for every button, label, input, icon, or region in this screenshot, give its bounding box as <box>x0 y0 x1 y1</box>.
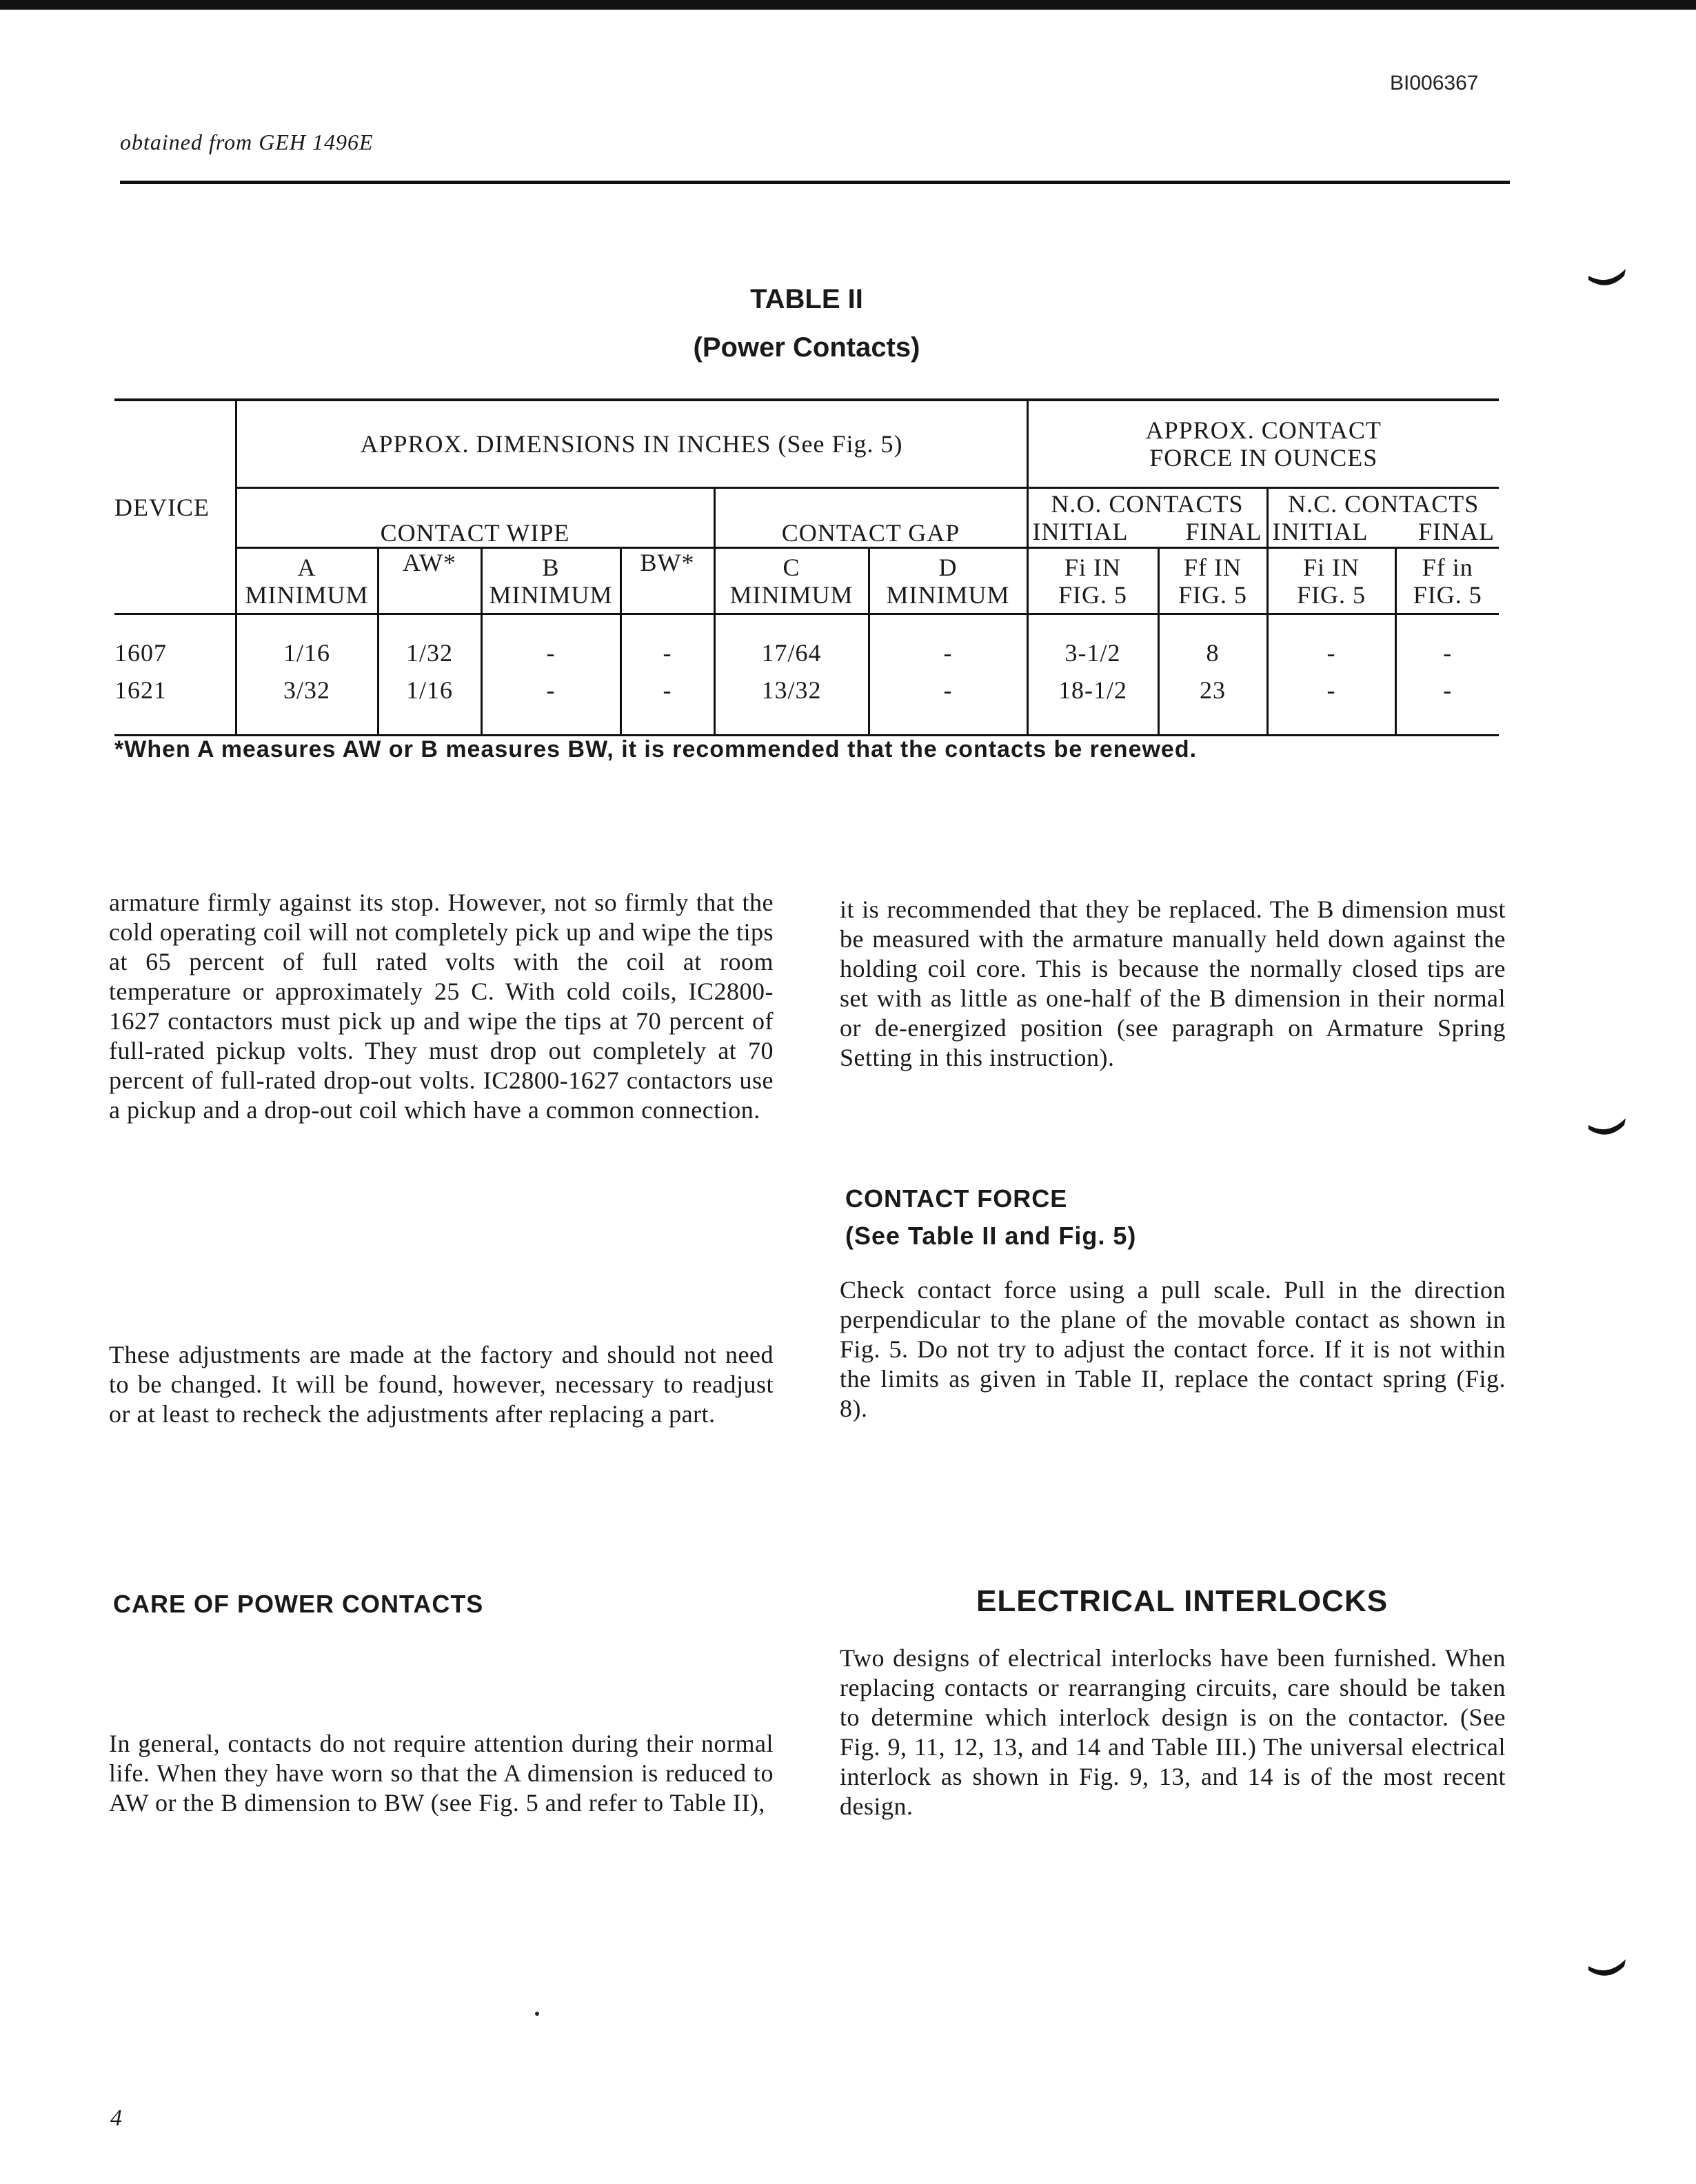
fi-no-label: Fi IN <box>1064 553 1121 581</box>
row2-no-final: 23 <box>1158 667 1267 736</box>
stray-dot-mark <box>535 2012 539 2016</box>
row1-c: 17/64 <box>714 614 869 667</box>
col-d-letter: D <box>938 553 958 581</box>
care-heading: CARE OF POWER CONTACTS <box>113 1590 484 1618</box>
ff-no-label: Ff IN <box>1184 553 1242 581</box>
row2-nc-final: - <box>1395 667 1499 736</box>
row1-bw: - <box>620 614 714 667</box>
row1-device: 1607 <box>114 614 236 667</box>
col-c-header <box>714 548 869 614</box>
document-id: BI006367 <box>1390 72 1479 94</box>
row1-no-final: 8 <box>1158 614 1267 667</box>
ff-nc-fig: FIG. 5 <box>1413 580 1482 609</box>
col-b-minimum: MINIMUM <box>489 580 613 609</box>
table-subtitle: (Power Contacts) <box>693 332 920 363</box>
ff-no-fig: FIG. 5 <box>1178 580 1247 609</box>
contact-gap-label: CONTACT GAP <box>781 519 960 547</box>
row1-aw: 1/32 <box>378 614 481 667</box>
left-para-3-text: In general, contacts do not require attention during their normal life. When they have worn so that the A dimension is reduced to AW or the B dimension to BW (see Fig. 5 and refer to Table II), <box>109 1730 774 1817</box>
row2-nc-initial: - <box>1267 667 1395 736</box>
top-border-rule <box>0 0 1696 10</box>
no-final-label: FINAL <box>1185 518 1262 545</box>
nc-contacts-subheads <box>1269 518 1500 545</box>
interlocks-heading: ELECTRICAL INTERLOCKS <box>976 1584 1389 1618</box>
col-c-minimum: MINIMUM <box>729 580 854 609</box>
right-para-1 <box>840 895 1506 1073</box>
right-para-2 <box>840 1275 1506 1424</box>
col-aw-header: AW* <box>378 548 481 614</box>
col-fi-no-header <box>1027 548 1158 614</box>
right-para-2-text: Check contact force using a pull scale. Pull in the direction perpendicular to the plane of the movable contact as shown in Fig. 5. Do not try to adjust the contact force. If it is not within the limits as given in Table II, replace the contact spring (Fig. 8). <box>840 1276 1506 1422</box>
row1-d: - <box>869 614 1027 667</box>
left-para-2 <box>109 1340 774 1429</box>
col-b-header <box>481 548 620 614</box>
col-b-letter: B <box>542 553 560 581</box>
row2-d: - <box>869 667 1027 736</box>
col-d-minimum: MINIMUM <box>886 580 1010 609</box>
col-c-letter: C <box>783 553 800 581</box>
row2-b: - <box>481 667 620 736</box>
col-a-header <box>236 548 378 614</box>
nc-initial-label: INITIAL <box>1272 518 1369 545</box>
row2-bw: - <box>620 667 714 736</box>
no-initial-label: INITIAL <box>1032 518 1129 545</box>
dimensions-header: APPROX. DIMENSIONS IN INCHES (See Fig. 5) <box>236 400 1027 488</box>
col-a-letter: A <box>297 553 316 581</box>
ff-nc-label: Ff in <box>1422 553 1473 581</box>
force-header-line2: FORCE IN OUNCES <box>1149 444 1378 472</box>
power-contacts-table <box>114 398 1499 736</box>
device-header: DEVICE <box>114 400 236 614</box>
col-fi-nc-header <box>1267 548 1395 614</box>
nc-contacts-label: N.C. CONTACTS <box>1288 490 1480 518</box>
col-ff-nc-header <box>1395 548 1499 614</box>
header-rule <box>120 181 1510 184</box>
row2-a: 3/32 <box>236 667 378 736</box>
right-para-3 <box>840 1644 1506 1821</box>
col-ff-no-header <box>1158 548 1267 614</box>
contact-wipe-label: CONTACT WIPE <box>380 519 570 547</box>
binding-mark-icon <box>1587 1957 1627 1980</box>
row1-b: - <box>481 614 620 667</box>
force-header-line1: APPROX. CONTACT <box>1145 416 1382 444</box>
left-para-1 <box>109 888 774 1125</box>
contact-gap-header <box>714 488 1027 548</box>
fi-nc-fig: FIG. 5 <box>1296 580 1366 609</box>
row1-nc-final: - <box>1395 614 1499 667</box>
source-note: obtained from GEH 1496E <box>120 130 374 154</box>
no-contacts-header <box>1027 488 1267 548</box>
binding-mark-icon <box>1587 266 1627 290</box>
page-number: 4 <box>110 2105 122 2131</box>
nc-contacts-header <box>1267 488 1499 548</box>
binding-mark-icon <box>1587 1115 1627 1139</box>
table-title: TABLE II <box>750 284 863 314</box>
left-para-2-text: These adjustments are made at the factory and should not need to be changed. It will be found, however, necessary to readjust or at least to recheck the adjustments after replacing a part. <box>109 1341 774 1428</box>
fi-nc-label: Fi IN <box>1302 553 1360 581</box>
row2-device: 1621 <box>114 667 236 736</box>
right-para-3-text: Two designs of electrical interlocks have been furnished. When replacing contacts or rearranging circuits, care should be taken to determine which interlock design is on the contactor. (See Fig. 9, 11, 12, 13, and 14 and Table III.) The universal electrical interlock as shown in Fig. 9, 13, and 14 is of the most recent design. <box>840 1644 1506 1820</box>
left-para-1-text: armature firmly against its stop. However, not so firmly that the cold operating coil will not completely pick up and wipe the tips at 65 percent of full rated volts with the coil at room temperature or approximately 25 C. With cold coils, IC2800-1627 contactors must pick up and wipe the tips at 70 percent of full-rated pickup volts. They must drop out completely at 70 percent of full-rated drop-out volts. IC2800-1627 contactors use a pickup and a drop-out coil which have a common connection. <box>109 889 774 1124</box>
row2-aw: 1/16 <box>378 667 481 736</box>
row1-no-initial: 3-1/2 <box>1027 614 1158 667</box>
table-footnote: *When A measures AW or B measures BW, it is recommended that the contacts be renewed. <box>114 736 1198 762</box>
no-contacts-subheads <box>1029 518 1266 545</box>
right-para-1-text: it is recommended that they be replaced. The B dimension must be measured with the armature manually held down against the holding coil core. This is because the normally closed tips are set with as little as one-half of the B dimension in their normal or de-energized position (see paragraph on Armature Spring Setting in this instruction). <box>840 896 1506 1071</box>
row1-a: 1/16 <box>236 614 378 667</box>
row2-no-initial: 18-1/2 <box>1027 667 1158 736</box>
col-d-header <box>869 548 1027 614</box>
row2-c: 13/32 <box>714 667 869 736</box>
nc-final-label: FINAL <box>1418 518 1495 545</box>
col-bw-header: BW* <box>620 548 714 614</box>
contact-wipe-header <box>236 488 714 548</box>
no-contacts-label: N.O. CONTACTS <box>1051 490 1244 518</box>
force-header <box>1027 400 1499 488</box>
col-a-minimum: MINIMUM <box>245 580 369 609</box>
fi-no-fig: FIG. 5 <box>1058 580 1127 609</box>
contact-force-heading: CONTACT FORCE <box>845 1184 1068 1213</box>
left-para-3 <box>109 1729 774 1818</box>
contact-force-subheading: (See Table II and Fig. 5) <box>845 1222 1137 1250</box>
row1-nc-initial: - <box>1267 614 1395 667</box>
